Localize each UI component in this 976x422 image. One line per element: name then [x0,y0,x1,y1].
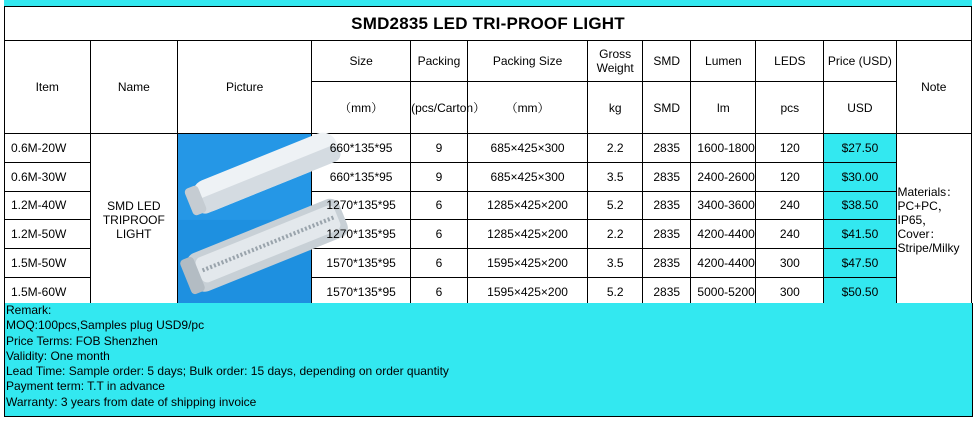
header-note: Note [896,41,972,134]
header-size: Size [312,41,411,82]
header-item: Item [5,41,91,134]
cell-weight: 2.2 [588,220,643,249]
cell-size: 660*135*95 [312,162,411,191]
cell-weight: 3.5 [588,249,643,278]
cell-size: 1270*135*95 [312,191,411,220]
product-picture [178,134,312,307]
cell-leds: 120 [756,134,824,163]
cell-lumen: 3400-3600 [691,191,756,220]
cell-leds: 240 [756,220,824,249]
product-table [4,6,972,307]
cell-packing: 9 [411,134,468,163]
unit-gross-weight: kg [588,82,643,134]
header-packing: Packing [411,41,468,82]
header-lumen: Lumen [691,41,756,82]
unit-size: （mm） [312,82,411,134]
cell-packing-size: 1595×425×200 [467,277,588,306]
cell-lumen: 4200-4400 [691,249,756,278]
cell-packing-size: 1285×425×200 [467,220,588,249]
cell-weight: 5.2 [588,277,643,306]
unit-packing-size: （mm） [467,82,588,134]
cell-item: 0.6M-20W [5,134,91,163]
header-packing-size: Packing Size [467,41,588,82]
cell-weight: 2.2 [588,134,643,163]
unit-leds: pcs [756,82,824,134]
cell-weight: 5.2 [588,191,643,220]
cell-smd: 2835 [642,249,690,278]
cell-size: 1270*135*95 [312,220,411,249]
unit-price: USD [824,82,896,134]
remark-price-terms: Price Terms: FOB Shenzhen [6,333,158,348]
cell-packing-size: 685×425×300 [467,162,588,191]
cell-leds: 300 [756,249,824,278]
cell-item: 1.2M-40W [5,191,91,220]
cell-lumen: 2400-2600 [691,162,756,191]
cell-price: $30.00 [824,162,896,191]
cell-item: 1.2M-50W [5,220,91,249]
remark-lead-time: Lead Time: Sample order: 5 days; Bulk order: 15 days, depending on order quantity [6,364,449,379]
cell-price: $38.50 [824,191,896,220]
cell-item: 0.6M-30W [5,162,91,191]
header-picture: Picture [178,41,312,134]
cell-item: 1.5M-50W [5,249,91,278]
cell-leds: 120 [756,162,824,191]
cell-smd: 2835 [642,162,690,191]
cell-packing-size: 685×425×300 [467,134,588,163]
cell-packing: 6 [411,277,468,306]
tri-proof-light-image [178,134,311,306]
unit-smd: SMD [642,82,690,134]
remark-payment: Payment term: T.T in advance [6,379,165,394]
cell-item: 1.5M-60W [5,277,91,306]
cell-size: 1570*135*95 [312,249,411,278]
cell-weight: 3.5 [588,162,643,191]
cell-price: $41.50 [824,220,896,249]
header-name: Name [90,41,178,134]
remark-validity: Validity: One month [6,348,110,363]
header-price: Price (USD) [824,41,896,82]
cell-leds: 240 [756,191,824,220]
cell-size: 1570*135*95 [312,277,411,306]
cell-packing: 6 [411,249,468,278]
cell-lumen: 1600-1800 [691,134,756,163]
header-gross-weight: Gross Weight [588,41,643,82]
cell-lumen: 5000-5200 [691,277,756,306]
cell-packing-size: 1595×425×200 [467,249,588,278]
cell-price: $47.50 [824,249,896,278]
cell-packing: 9 [411,162,468,191]
cell-smd: 2835 [642,277,690,306]
cell-packing: 6 [411,191,468,220]
cell-price: $50.50 [824,277,896,306]
sheet-title: SMD2835 LED TRI-PROOF LIGHT [5,7,972,41]
note-text: Materials：PC+PC，IP65，Cover：Stripe/Milky [896,134,972,307]
cell-lumen: 4200-4400 [691,220,756,249]
remarks-section [4,303,973,417]
header-leds: LEDS [756,41,824,82]
cell-packing-size: 1285×425×200 [467,191,588,220]
cell-price: $27.50 [824,134,896,163]
unit-lumen: lm [691,82,756,134]
cell-packing: 6 [411,220,468,249]
cell-smd: 2835 [642,220,690,249]
header-smd: SMD [642,41,690,82]
remark-heading: Remark: [6,303,52,317]
unit-packing: (pcs/Carton） [411,82,468,134]
table-row [5,134,972,163]
remark-warranty: Warranty: 3 years from date of shipping invoice [6,394,257,409]
cell-smd: 2835 [642,134,690,163]
cell-leds: 300 [756,277,824,306]
cell-smd: 2835 [642,191,690,220]
product-name: SMD LED TRIPROOF LIGHT [90,134,178,307]
cell-size: 660*135*95 [312,134,411,163]
remark-moq: MOQ:100pcs,Samples plug USD9/pc [6,318,205,333]
